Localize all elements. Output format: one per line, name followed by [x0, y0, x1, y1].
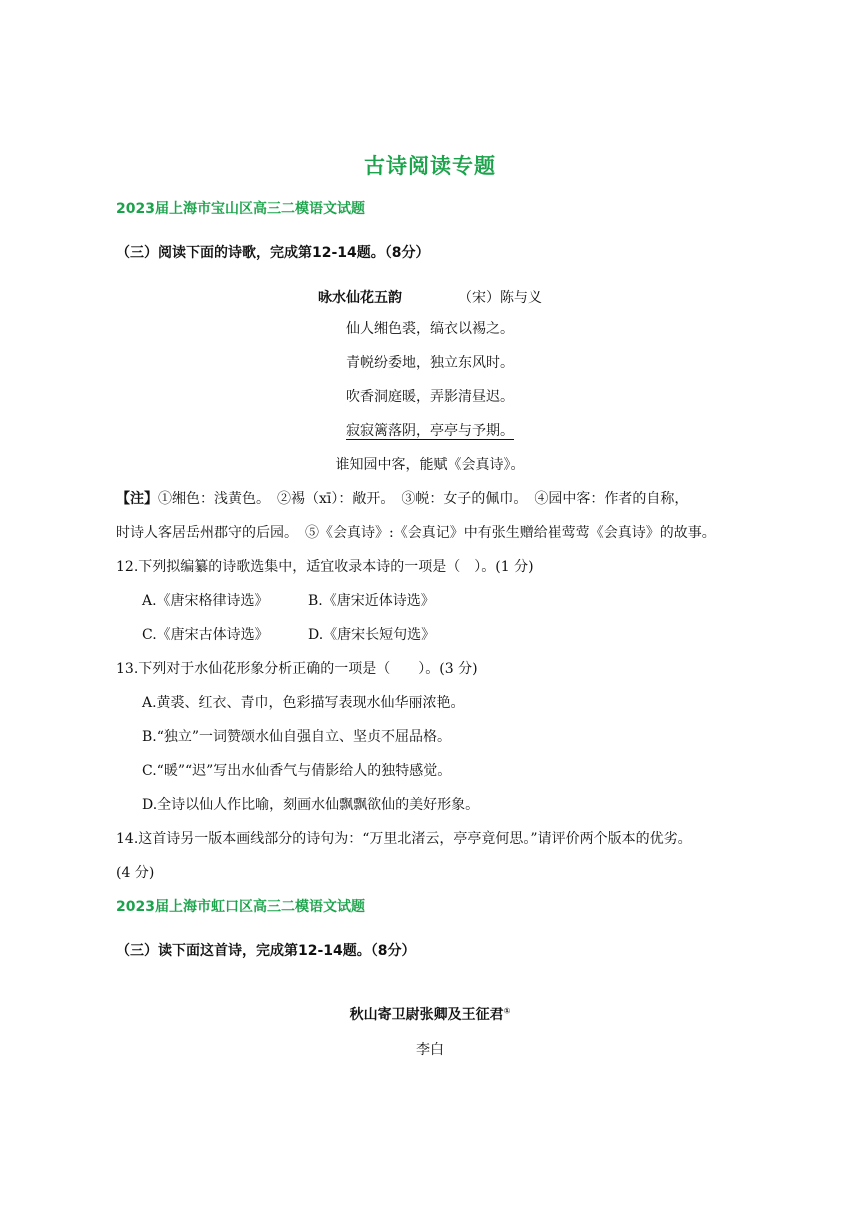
- poem1-line-5: 谁知园中客，能赋《会真诗》。: [335, 457, 525, 473]
- poem1-author: （宋）陈与义: [458, 290, 542, 306]
- q13-option-d: D.全诗以仙人作比喻，刻画水仙飘飘欲仙的美好形象。: [142, 797, 480, 813]
- poem1-title-row: [0, 287, 860, 307]
- note-label: 【注】: [116, 491, 158, 507]
- underlined-verse: 寂寂篱落阴，亭亭与予期。: [346, 423, 514, 439]
- poem2-footnote-mark: ①: [503, 1006, 511, 1016]
- question-13: 13.下列对于水仙花形象分析正确的一项是（ ）。(3 分): [116, 661, 478, 677]
- poem1-line-2: 青帨纷委地，独立东风时。: [346, 355, 514, 371]
- note-line-2: 时诗人客居岳州郡守的后园。 ⑤《会真诗》:《会真记》中有张生赠给崔莺莺《会真诗》的故事。: [116, 525, 716, 541]
- q12-options-row-2: [142, 625, 435, 645]
- q13-option-b: B.“独立”一词赞颂水仙自强自立、坚贞不屈品格。: [142, 729, 452, 745]
- question-14: 14.这首诗另一版本画线部分的诗句为：“万里北渚云，亭亭竟何思。”请评价两个版本的优劣。: [116, 831, 692, 847]
- section2-instruction: （三）读下面这首诗，完成第12-14题。（8分）: [116, 943, 416, 959]
- q13-option-c: C.“暖”“迟”写出水仙香气与倩影给人的独特感觉。: [142, 763, 452, 779]
- q12-option-d: D.《唐宋长短句选》: [308, 627, 436, 643]
- question-12: 12.下列拟编纂的诗歌选集中，适宜收录本诗的一项是（ ）。(1 分): [116, 559, 534, 575]
- poem1-line-4-underlined: [0, 421, 860, 441]
- q12-option-c: C.《唐宋古体诗选》: [142, 627, 269, 643]
- note-line-1: [116, 489, 688, 509]
- poem2-author: 李白: [416, 1042, 444, 1058]
- question-14-score: (4 分): [116, 865, 155, 881]
- page-title: 古诗阅读专题: [364, 154, 496, 178]
- poem1-line-3: 吹香洞庭暖，弄影清昼迟。: [346, 389, 514, 405]
- q12-option-b: B.《唐宋近体诗选》: [308, 593, 435, 609]
- q13-option-a: A.黄裘、红衣、青巾，色彩描写表现水仙华丽浓艳。: [142, 695, 465, 711]
- section2-heading: 2023届上海市虹口区高三二模语文试题: [116, 899, 365, 915]
- section1-heading: 2023届上海市宝山区高三二模语文试题: [116, 201, 365, 217]
- q12-options-row-1: [142, 591, 435, 611]
- poem1-title: 咏水仙花五韵: [318, 290, 402, 306]
- q12-option-a: A.《唐宋格律诗选》: [142, 593, 269, 609]
- poem2-title-row: [0, 1004, 860, 1024]
- section1-instruction: （三）阅读下面的诗歌，完成第12-14题。（8分）: [116, 245, 430, 261]
- poem1-line-1: 仙人缃色裘，缟衣以裼之。: [346, 321, 514, 337]
- note-text-1: ①缃色：浅黄色。 ②裼（xī）：敞开。 ③帨：女子的佩巾。 ④园中客：作者的自称，: [158, 491, 689, 507]
- poem2-title: 秋山寄卫尉张卿及王征君: [349, 1007, 504, 1023]
